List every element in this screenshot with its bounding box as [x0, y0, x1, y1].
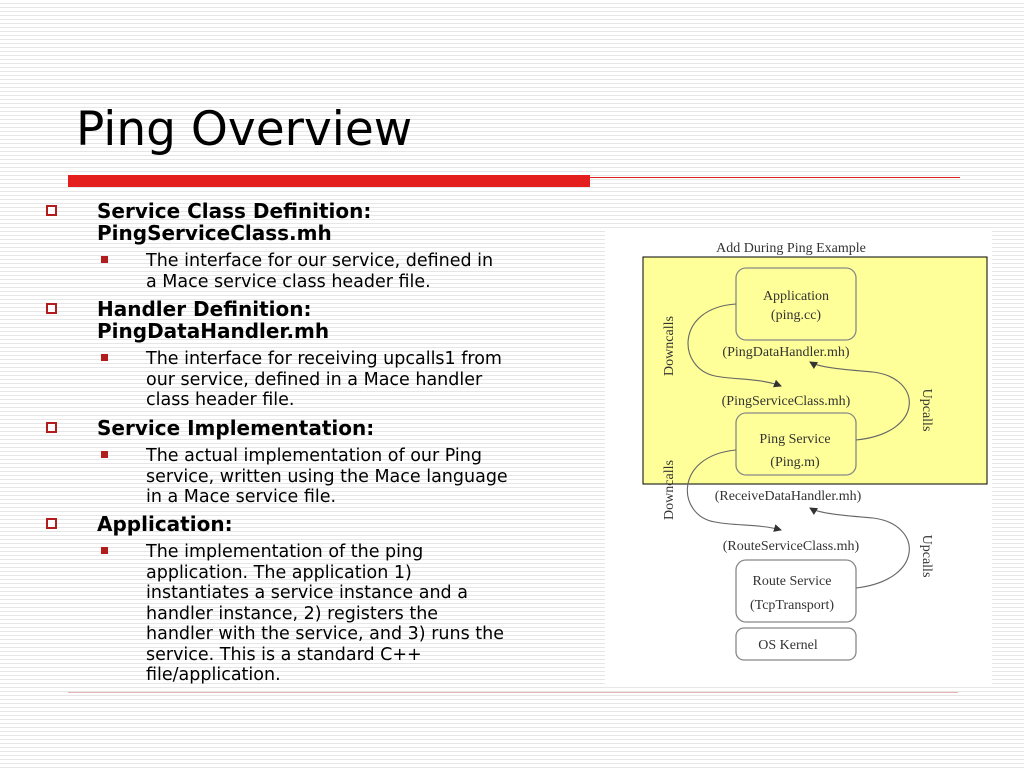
sub-bullet-line: a Mace service class header file.: [146, 271, 431, 292]
sub-bullet-line: The interface for receiving upcalls1 from: [146, 349, 502, 369]
title-underline-bar: [68, 175, 590, 187]
sub-bullet: [97, 251, 657, 292]
bullet-heading: Service Class Definition:: [97, 199, 372, 223]
bullet-heading: Service Implementation:: [97, 416, 375, 440]
bullet-handler: [44, 298, 657, 411]
hollow-square-bullet-icon: [46, 422, 57, 433]
slide-title: Ping Overview: [76, 102, 413, 157]
downcalls-label: Downcalls: [662, 316, 677, 376]
route-service-box-label: Route Service: [752, 574, 832, 589]
sub-bullet-line: The interface for our service, defined in: [146, 251, 494, 271]
route-service-class-label: (RouteServiceClass.mh): [722, 539, 860, 554]
sub-bullet-line: The implementation of the ping: [146, 542, 424, 562]
bullet-heading-file: PingDataHandler.mh: [97, 319, 330, 343]
application-box-label: Application: [762, 289, 830, 304]
sub-bullet: [97, 446, 657, 508]
ping-service-class-label: (PingServiceClass.mh): [721, 394, 851, 409]
sub-bullet-line: in a Mace service file.: [146, 487, 337, 507]
filled-square-bullet-icon: [101, 354, 108, 361]
sub-bullet-line: handler instance, 2) registers the: [146, 603, 439, 624]
hollow-square-bullet-icon: [46, 205, 57, 216]
bullet-application: [44, 513, 657, 686]
bullet-heading: Handler Definition:: [97, 297, 312, 321]
os-kernel-box-label: OS Kernel: [758, 638, 818, 653]
sub-bullet: [97, 542, 657, 686]
sub-bullet-line: service, written using the Mace language: [146, 466, 508, 487]
upcalls-label: Upcalls: [919, 388, 934, 432]
downcalls-label: Downcalls: [662, 460, 677, 520]
sub-bullet-line: The actual implementation of our Ping: [146, 446, 482, 466]
application-box-file: (ping.cc): [770, 308, 822, 323]
sub-bullet-line: instantiates a service instance and a: [146, 583, 468, 603]
sub-bullet-line: our service, defined in a Mace handler: [146, 369, 483, 390]
bullet-heading-file: PingServiceClass.mh: [97, 221, 332, 245]
sub-bullet-line: class header file.: [146, 390, 295, 410]
footer-rule: [68, 692, 958, 693]
architecture-diagram: [605, 228, 992, 686]
upcalls-label: Upcalls: [919, 534, 934, 578]
hollow-square-bullet-icon: [46, 518, 57, 529]
bullet-service-implementation: [44, 417, 657, 508]
sub-bullet-line: handler with the service, and 3) runs the: [146, 624, 504, 644]
sub-bullet-line: service. This is a standard C++: [146, 644, 422, 665]
filled-square-bullet-icon: [101, 451, 108, 458]
ping-data-handler-label: (PingDataHandler.mh): [722, 345, 850, 360]
title-underline-rule: [590, 177, 960, 178]
filled-square-bullet-icon: [101, 547, 108, 554]
hollow-square-bullet-icon: [46, 303, 57, 314]
receive-data-handler-label: (ReceiveDataHandler.mh): [714, 489, 862, 504]
sub-bullet-line: file/application.: [146, 665, 281, 685]
sub-bullet: [97, 349, 657, 411]
route-service-box-file: (TcpTransport): [749, 598, 835, 613]
bullet-heading: Application:: [97, 512, 233, 536]
diagram-caption: Add During Ping Example: [716, 241, 866, 256]
filled-square-bullet-icon: [101, 256, 108, 263]
ping-service-box-label: Ping Service: [759, 432, 831, 447]
ping-service-box-file: (Ping.m): [770, 455, 820, 470]
bullet-service-class: [44, 200, 657, 292]
sub-bullet-line: application. The application 1): [146, 562, 412, 583]
